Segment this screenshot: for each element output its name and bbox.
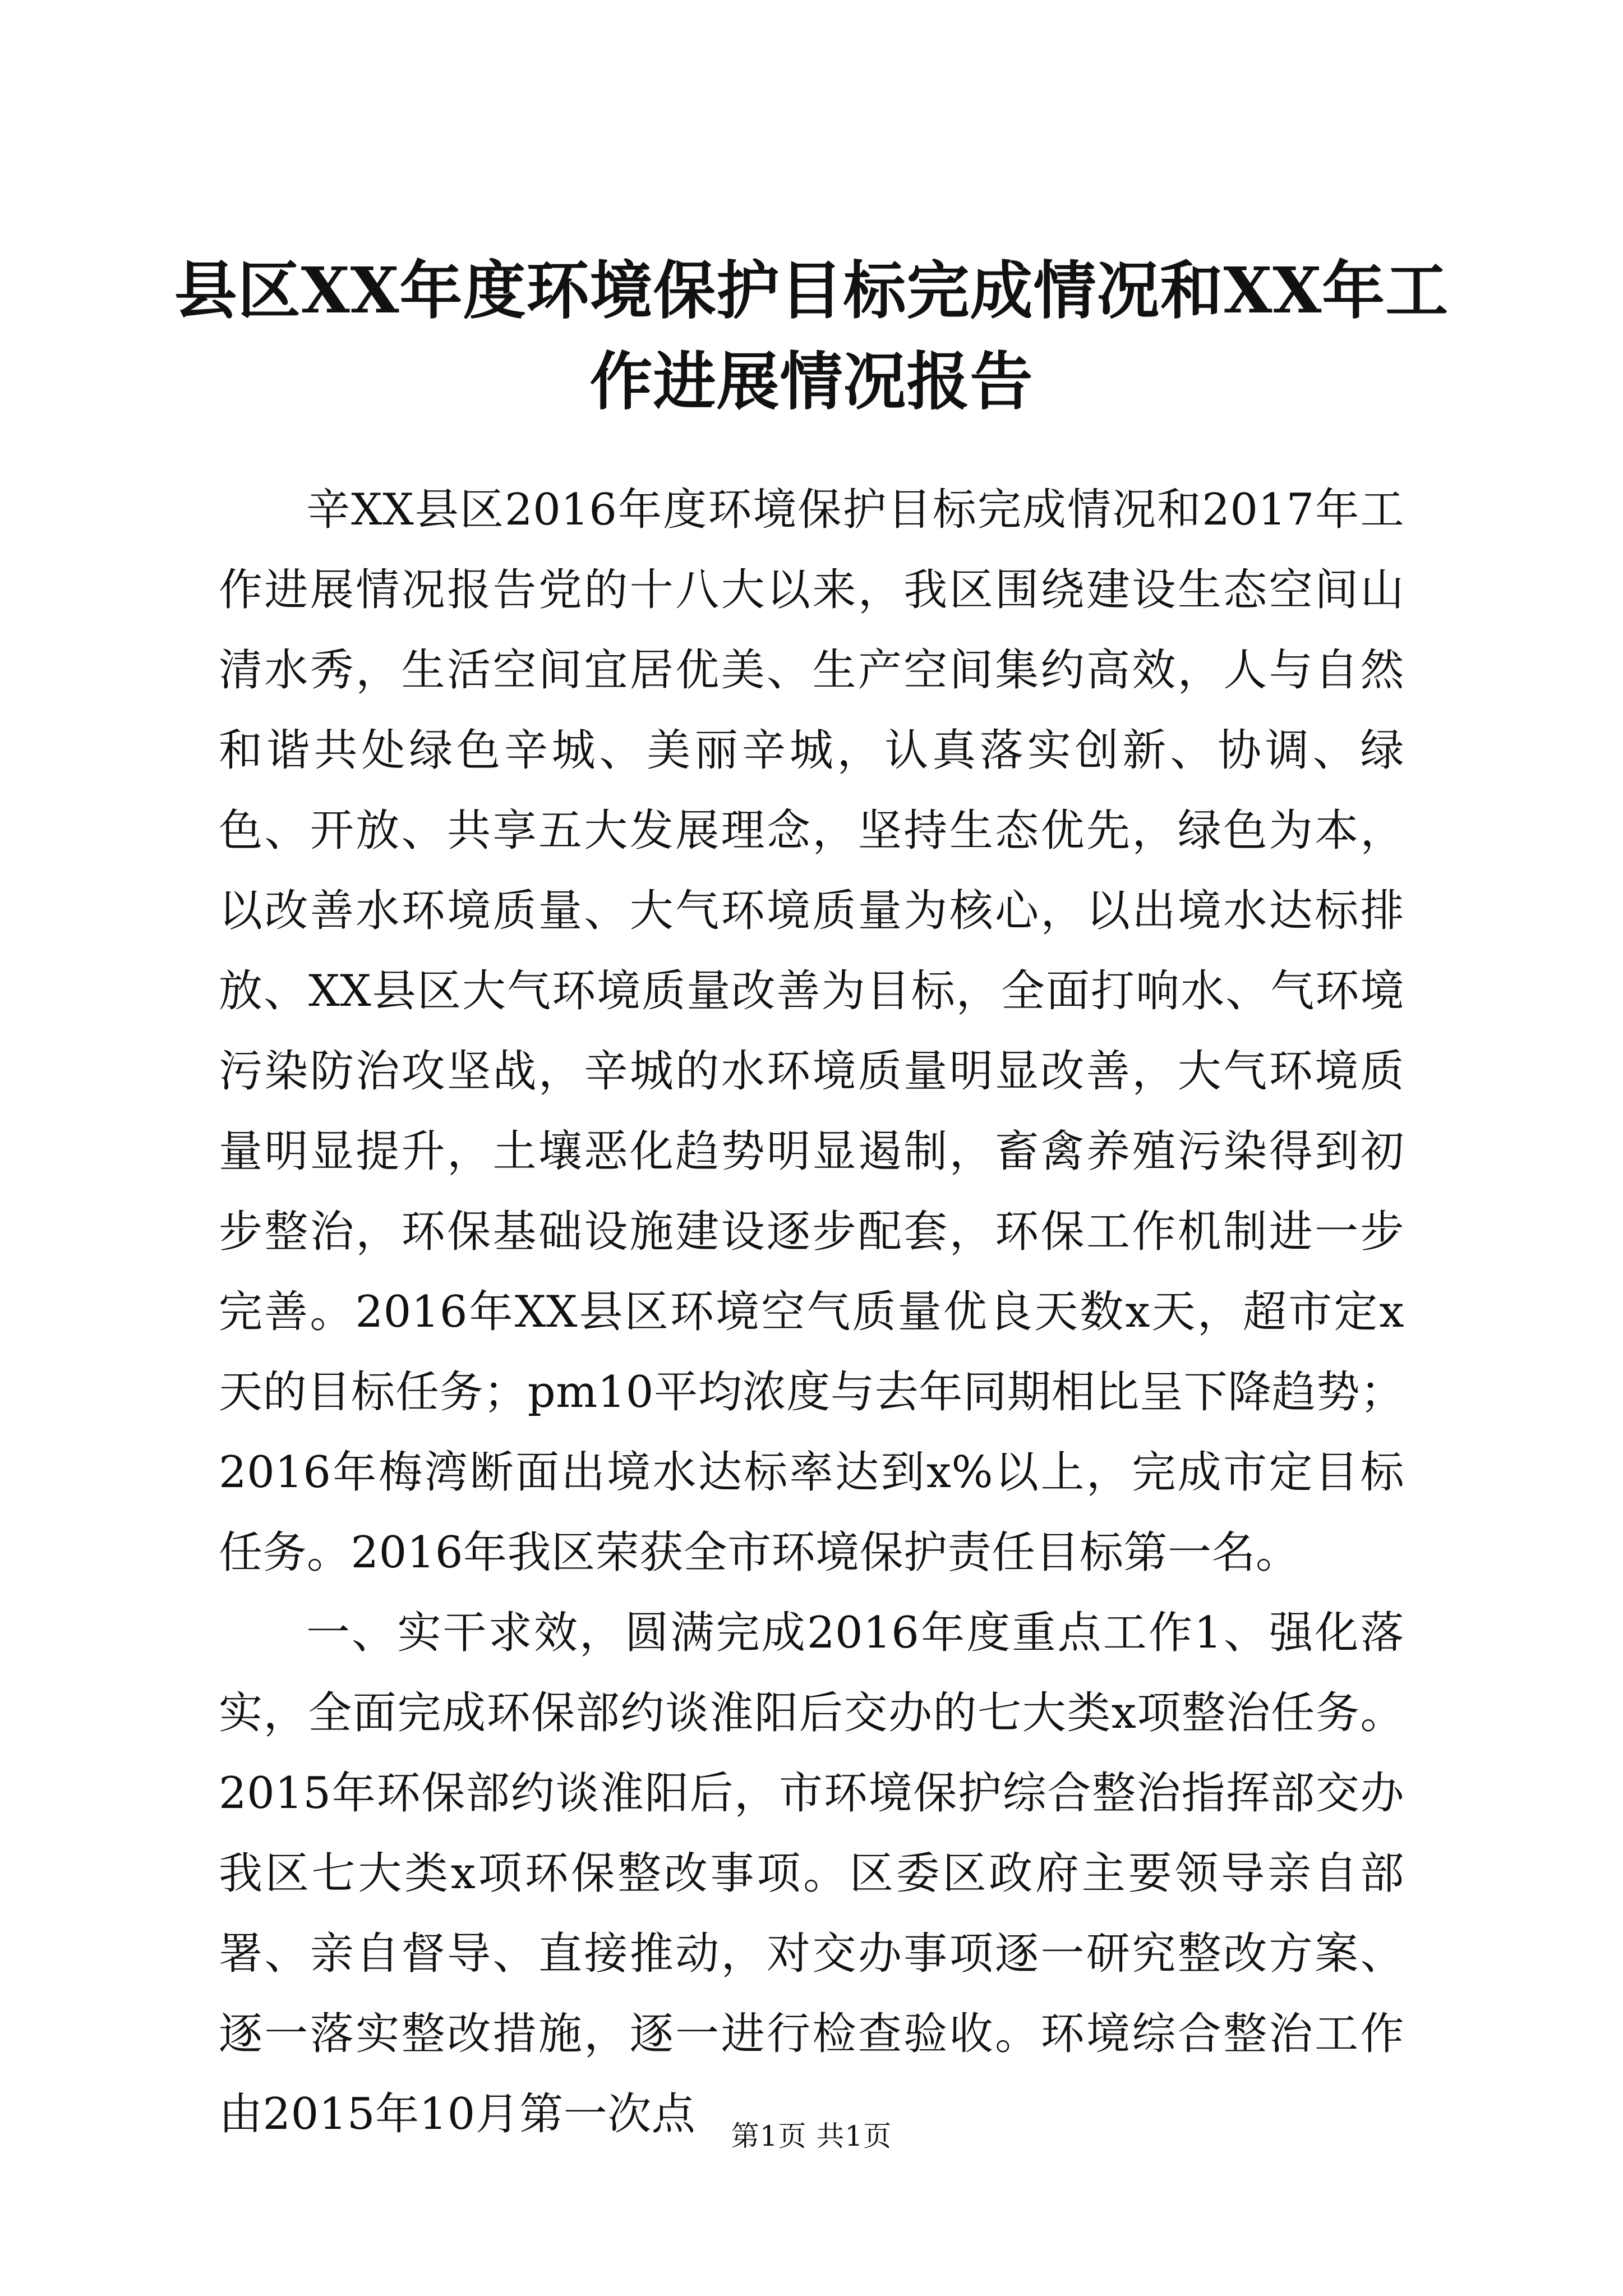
document-title: 县区XX年度环境保护目标完成情况和XX年工作进展情况报告 <box>174 254 1449 418</box>
body-paragraph-2: 一、实干求效，圆满完成2016年度重点工作1、强化落实，全面完成环保部约谈淮阳后交办的七大类x项整治任务。2015年环保部约谈淮阳后，市环境保护综合整治指挥部交办我区七大类x项环保整改事项。区委区政府主要领导亲自部署、亲自督导、直接推动，对交办事项逐一研究整改方案、逐一落实整改措施，逐一进行检查验收。环境综合整治工作由2015年10月第一次点 <box>219 1608 1404 2139</box>
document-body <box>219 470 1404 2155</box>
body-paragraph-1: 辛XX县区2016年度环境保护目标完成情况和2017年工作进展情况报告党的十八大以来，我区围绕建设生态空间山清水秀，生活空间宜居优美、生产空间集约高效，人与自然和谐共处绿色辛城、美丽辛城，认真落实创新、协调、绿色、开放、共享五大发展理念，坚持生态优先，绿色为本，以改善水环境质量、大气环境质量为核心，以出境水达标排放、XX县区大气环境质量改善为目标，全面打响水、气环境污染防治攻坚战，辛城的水环境质量明显改善，大气环境质量明显提升，土壤恶化趋势明显遏制，畜禽养殖污染得到初步整治，环保基础设施建设逐步配套，环保工作机制进一步完善。2016年XX县区环境空气质量优良天数x天，超市定x天的目标任务；pm10平均浓度与去年同期相比呈下降趋势；2016年梅湾断面出境水达标率达到x%以上，完成市定目标任务。2016年我区荣获全市环境保护责任目标第一名。 <box>219 485 1404 1578</box>
page-footer: 第1页 共1页 <box>731 2120 892 2152</box>
